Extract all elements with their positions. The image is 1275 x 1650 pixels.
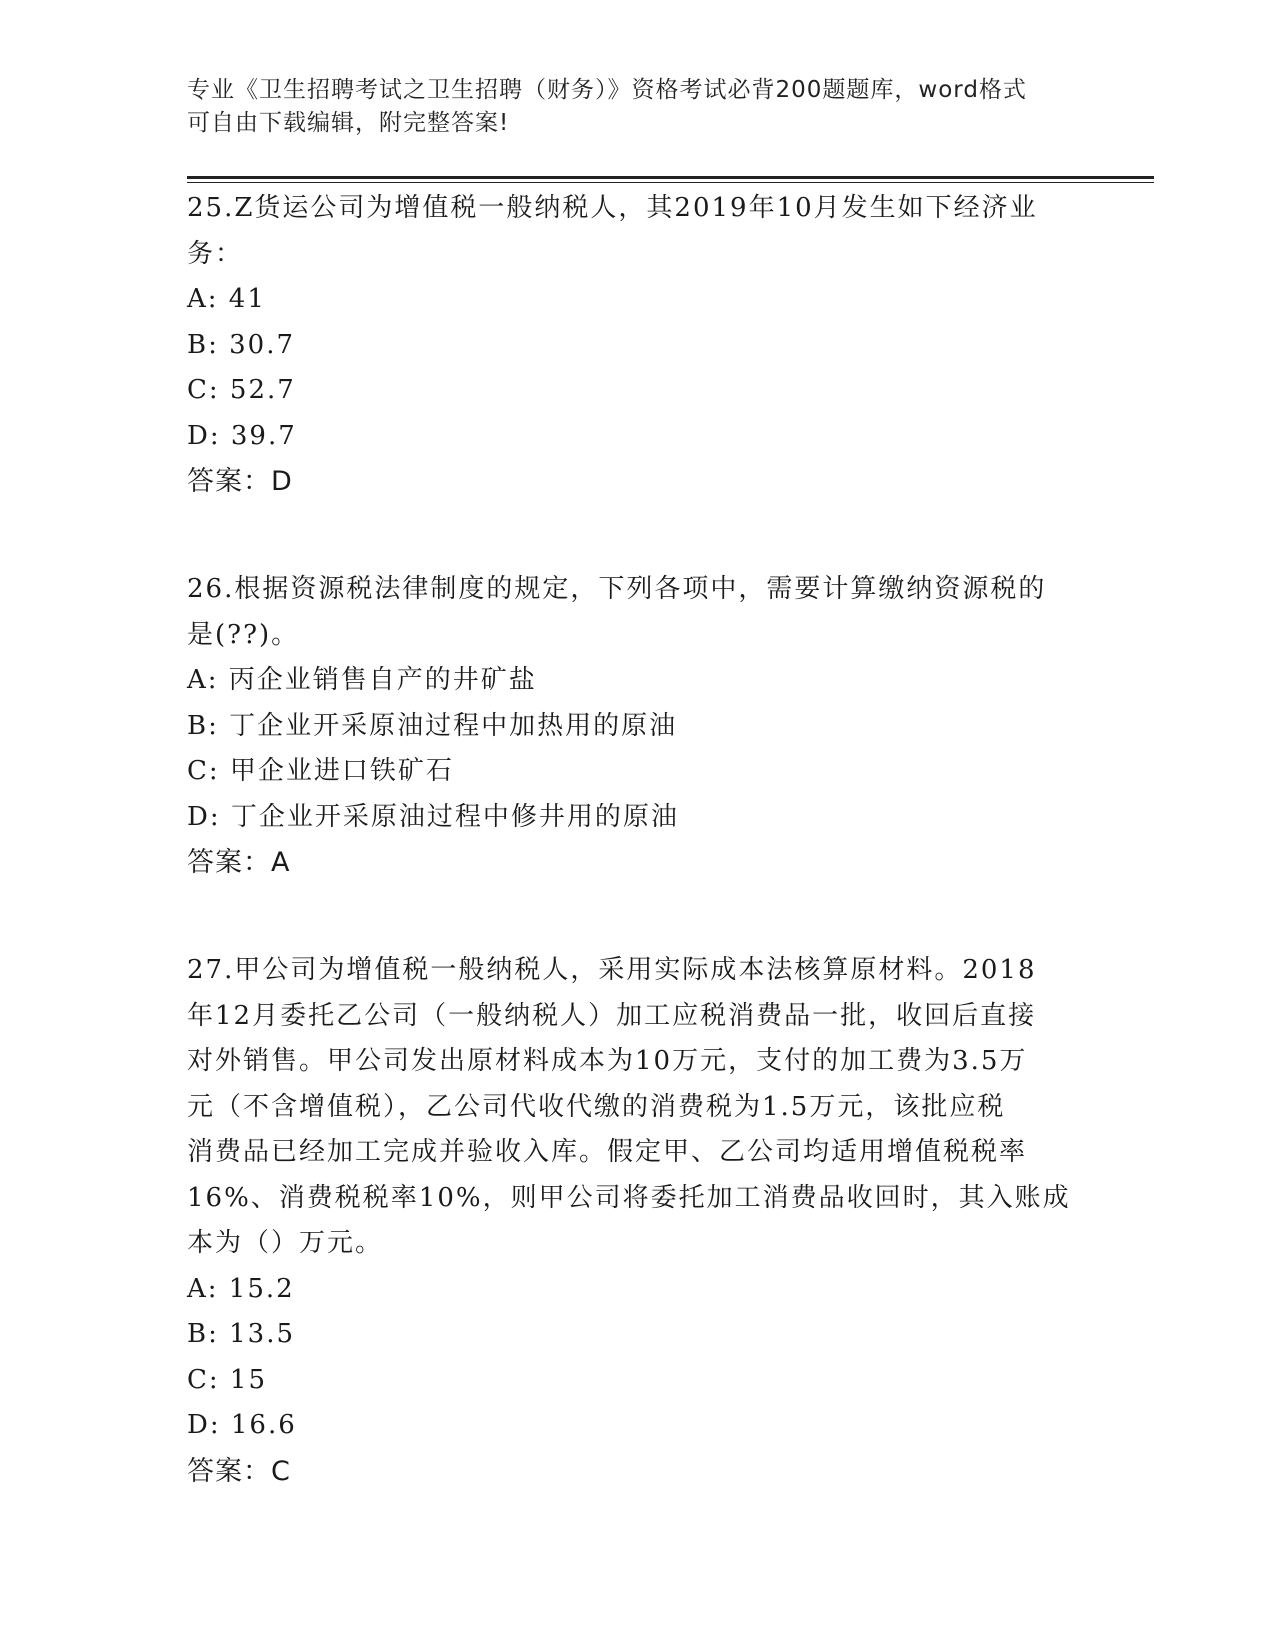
stem-line: 对外销售。甲公司发出原材料成本为10万元，支付的加工费为3.5万 xyxy=(187,1046,1028,1076)
stem-line: 年12月委托乙公司（一般纳税人）加工应税消费品一批，收回后直接 xyxy=(187,1000,1037,1031)
question-25 xyxy=(187,186,1087,504)
stem-line: 25.Z货运公司为增值税一般纳税人，其2019年10月发生如下经济业 xyxy=(187,193,1038,223)
option-d: D: 16.6 xyxy=(187,1410,297,1440)
answer: 答案：D xyxy=(187,466,293,497)
stem-line: 27.甲公司为增值税一般纳税人，采用实际成本法核算原材料。2018 xyxy=(187,955,1037,985)
stem-line: 元（不含增值税），乙公司代收代缴的消费税为1.5万元，该批应税 xyxy=(187,1091,1006,1122)
stem-line: 消费品已经加工完成并验收入库。假定甲、乙公司均适用增值税税率 xyxy=(187,1137,1028,1167)
stem-line: 16%、消费税税率10%，则甲公司将委托加工消费品收回时，其入账成 xyxy=(187,1182,1071,1213)
question-spacer xyxy=(187,504,1087,567)
question-26 xyxy=(187,567,1087,885)
stem-line: 务： xyxy=(187,238,244,269)
header-divider-thick xyxy=(187,176,1154,179)
option-b: B: 30.7 xyxy=(187,329,296,360)
option-a: A: 15.2 xyxy=(187,1273,295,1304)
option-d: D: 39.7 xyxy=(187,420,297,451)
option-b: B: 13.5 xyxy=(187,1319,296,1349)
header-line-2: 可自由下载编辑，附完整答案! xyxy=(187,110,510,136)
document-header xyxy=(187,74,1067,140)
answer: 答案：A xyxy=(187,847,291,878)
question-stem xyxy=(187,948,1087,1267)
question-27 xyxy=(187,948,1087,1494)
option-c: C: 52.7 xyxy=(187,375,296,405)
stem-line: 是(??)。 xyxy=(187,619,300,650)
header-divider-thin xyxy=(187,182,1154,183)
option-a: A: 丙企业销售自产的井矿盐 xyxy=(187,665,537,695)
question-stem xyxy=(187,186,1087,277)
option-b: B: 丁企业开采原油过程中加热用的原油 xyxy=(187,710,678,741)
option-d: D: 丁企业开采原油过程中修井用的原油 xyxy=(187,801,679,832)
answer: 答案：C xyxy=(187,1455,291,1487)
header-line-1: 专业《卫生招聘考试之卫生招聘（财务）》资格考试必背200题题库，word格式 xyxy=(187,77,1027,103)
option-c: C: 15 xyxy=(187,1364,268,1395)
question-list xyxy=(187,186,1087,1494)
question-spacer xyxy=(187,885,1087,948)
question-stem xyxy=(187,567,1087,658)
option-c: C: 甲企业进口铁矿石 xyxy=(187,756,454,786)
option-a: A: 41 xyxy=(187,284,266,314)
stem-line: 本为（）万元。 xyxy=(187,1228,384,1258)
stem-line: 26.根据资源税法律制度的规定，下列各项中，需要计算缴纳资源税的 xyxy=(187,574,1047,604)
